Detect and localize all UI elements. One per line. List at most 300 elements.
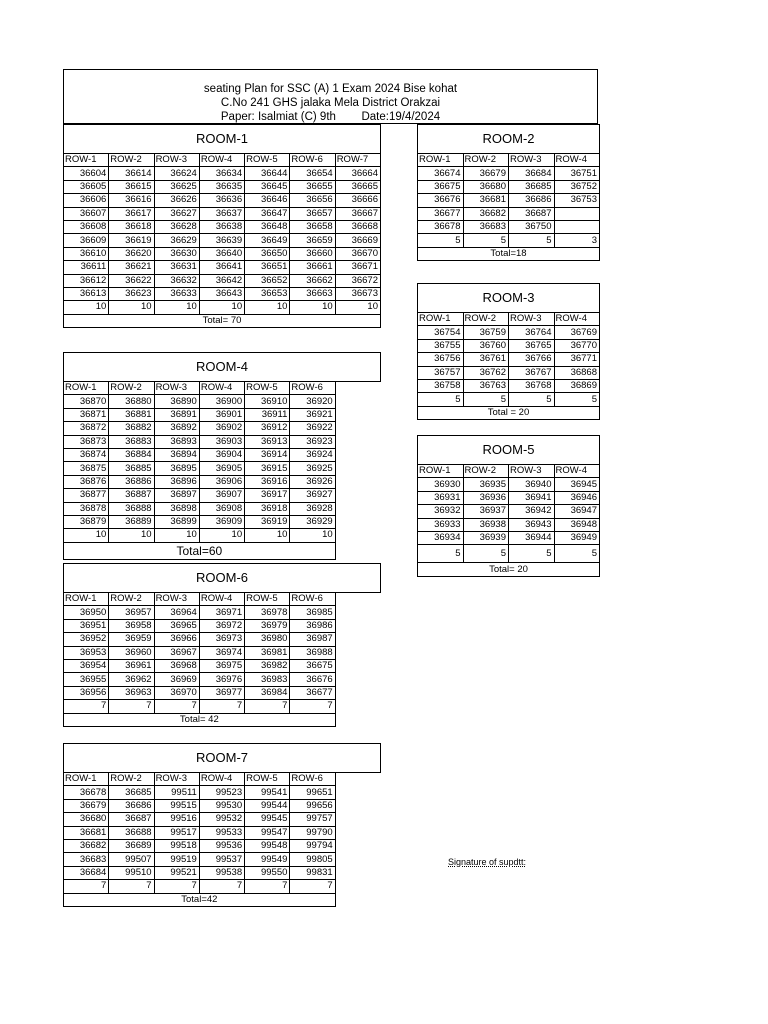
column-header: ROW-3 — [509, 313, 555, 326]
roll-number-cell: 36760 — [463, 339, 509, 352]
table-row — [64, 659, 381, 672]
roll-number-cell: 36875 — [64, 462, 109, 475]
roll-number-cell: 36641 — [199, 261, 244, 274]
roll-number-cell: 36660 — [290, 247, 335, 260]
column-header: ROW-6 — [290, 382, 335, 395]
roll-number-cell: 36679 — [64, 799, 109, 812]
room-title: ROOM-7 — [64, 744, 381, 773]
document-header — [63, 69, 598, 124]
roll-number-cell: 36688 — [109, 826, 154, 839]
count-cell: 10 — [109, 529, 154, 542]
roll-number-cell: 36920 — [290, 395, 335, 408]
roll-number-cell: 36615 — [109, 180, 154, 193]
roll-number-cell: 36986 — [290, 619, 335, 632]
count-cell: 5 — [509, 393, 555, 406]
total-row — [64, 893, 381, 906]
column-header: ROW-4 — [199, 773, 244, 786]
column-header: ROW-3 — [154, 382, 199, 395]
roll-number-cell: 99544 — [245, 799, 290, 812]
column-header: ROW-5 — [245, 382, 290, 395]
count-cell: 7 — [199, 880, 244, 893]
roll-number-cell: 36922 — [290, 422, 335, 435]
roll-number-cell: 36900 — [199, 395, 244, 408]
room-title: ROOM-5 — [418, 436, 600, 465]
roll-number-cell: 36942 — [509, 505, 555, 518]
count-cell: 5 — [418, 545, 464, 563]
roll-number-cell: 99550 — [245, 866, 290, 879]
roll-number-cell: 36888 — [109, 502, 154, 515]
table-row — [64, 167, 381, 180]
roll-number-cell: 36949 — [554, 531, 600, 544]
roll-number-cell: 36684 — [509, 167, 555, 180]
count-cell: 10 — [199, 529, 244, 542]
count-cell: 7 — [245, 700, 290, 713]
roll-number-cell: 36935 — [463, 478, 509, 491]
count-cell: 7 — [64, 700, 109, 713]
roll-number-cell: 36931 — [418, 491, 464, 504]
table-row — [64, 435, 381, 448]
roll-number-cell: 36674 — [418, 167, 464, 180]
table-row — [64, 422, 381, 435]
roll-number-cell: 36903 — [199, 435, 244, 448]
count-cell: 5 — [554, 393, 600, 406]
roll-number-cell: 36689 — [109, 839, 154, 852]
table-row — [64, 853, 381, 866]
room-title: ROOM-3 — [418, 284, 600, 313]
roll-number-cell: 36750 — [509, 220, 555, 233]
roll-number-cell: 36899 — [154, 515, 199, 528]
roll-number-cell: 36896 — [154, 475, 199, 488]
count-cell: 10 — [64, 529, 109, 542]
column-header: ROW-6 — [290, 154, 335, 167]
seating-table — [63, 124, 381, 328]
roll-number-cell: 36671 — [335, 261, 380, 274]
table-row — [418, 379, 600, 392]
count-row — [64, 529, 381, 542]
roll-number-cell: 99511 — [154, 786, 199, 799]
count-cell: 5 — [509, 545, 555, 563]
roll-number-cell: 36607 — [64, 207, 109, 220]
table-row — [64, 826, 381, 839]
roll-number-cell: 36753 — [554, 194, 600, 207]
roll-number-cell: 36609 — [64, 234, 109, 247]
roll-number-cell: 36886 — [109, 475, 154, 488]
roll-number-cell: 36675 — [290, 659, 335, 672]
roll-number-cell: 36950 — [64, 606, 109, 619]
count-cell: 7 — [109, 700, 154, 713]
seating-table — [417, 124, 600, 261]
table-row — [64, 287, 381, 300]
table-row — [418, 220, 600, 233]
roll-number-cell: 36955 — [64, 673, 109, 686]
roll-number-cell: 99521 — [154, 866, 199, 879]
roll-number-cell: 36755 — [418, 339, 464, 352]
roll-number-cell: 36901 — [199, 408, 244, 421]
roll-number-cell: 99548 — [245, 839, 290, 852]
roll-number-cell: 36952 — [64, 633, 109, 646]
roll-number-cell: 36679 — [463, 167, 509, 180]
room-total: Total=42 — [64, 893, 336, 906]
roll-number-cell: 36929 — [290, 515, 335, 528]
roll-number-cell: 99831 — [290, 866, 335, 879]
table-row — [64, 813, 381, 826]
column-header: ROW-4 — [554, 465, 600, 478]
roll-number-cell: 36665 — [335, 180, 380, 193]
roll-number-cell: 99510 — [109, 866, 154, 879]
roll-number-cell: 99507 — [109, 853, 154, 866]
count-cell: 10 — [335, 301, 380, 314]
roll-number-cell: 36759 — [463, 326, 509, 339]
roll-number-cell: 36685 — [509, 180, 555, 193]
roll-number-cell: 36983 — [245, 673, 290, 686]
roll-number-cell: 36958 — [109, 619, 154, 632]
roll-number-cell: 36982 — [245, 659, 290, 672]
roll-number-cell: 99790 — [290, 826, 335, 839]
roll-number-cell: 36907 — [199, 489, 244, 502]
roll-number-cell: 36642 — [199, 274, 244, 287]
roll-number-cell: 36887 — [109, 489, 154, 502]
roll-number-cell: 36946 — [554, 491, 600, 504]
column-header: ROW-2 — [109, 154, 154, 167]
roll-number-cell: 36756 — [418, 353, 464, 366]
roll-number-cell: 36681 — [463, 194, 509, 207]
count-cell: 7 — [154, 700, 199, 713]
roll-number-cell: 36657 — [290, 207, 335, 220]
roll-number-cell: 36969 — [154, 673, 199, 686]
roll-number-cell: 36981 — [245, 646, 290, 659]
count-cell: 7 — [64, 880, 109, 893]
table-row — [418, 180, 600, 193]
roll-number-cell: 36751 — [554, 167, 600, 180]
table-header-row — [418, 154, 600, 167]
roll-number-cell: 36654 — [290, 167, 335, 180]
seating-table — [63, 352, 381, 560]
column-header: ROW-3 — [509, 465, 555, 478]
roll-number-cell: 36618 — [109, 220, 154, 233]
roll-number-cell: 36681 — [64, 826, 109, 839]
count-cell: 3 — [554, 234, 600, 247]
roll-number-cell: 36947 — [554, 505, 600, 518]
count-cell: 5 — [463, 545, 509, 563]
roll-number-cell: 36680 — [463, 180, 509, 193]
roll-number-cell: 36959 — [109, 633, 154, 646]
roll-number-cell — [554, 220, 600, 233]
column-header: ROW-1 — [418, 465, 464, 478]
roll-number-cell: 99532 — [199, 813, 244, 826]
roll-number-cell: 99545 — [245, 813, 290, 826]
roll-number-cell: 36937 — [463, 505, 509, 518]
roll-number-cell: 36629 — [154, 234, 199, 247]
roll-number-cell: 99794 — [290, 839, 335, 852]
roll-number-cell: 36633 — [154, 287, 199, 300]
roll-number-cell: 36686 — [509, 194, 555, 207]
table-row — [418, 531, 600, 544]
roll-number-cell: 99530 — [199, 799, 244, 812]
roll-number-cell: 36883 — [109, 435, 154, 448]
room-7-table — [63, 743, 381, 907]
table-header-row — [418, 465, 600, 478]
roll-number-cell: 36968 — [154, 659, 199, 672]
roll-number-cell: 36659 — [290, 234, 335, 247]
roll-number-cell: 36682 — [463, 207, 509, 220]
roll-number-cell: 36976 — [199, 673, 244, 686]
table-row — [418, 194, 600, 207]
seating-table — [63, 563, 381, 727]
roll-number-cell: 36643 — [199, 287, 244, 300]
table-row — [64, 462, 381, 475]
seating-table — [63, 743, 381, 907]
roll-number-cell: 99651 — [290, 786, 335, 799]
roll-number-cell: 36669 — [335, 234, 380, 247]
roll-number-cell: 36624 — [154, 167, 199, 180]
roll-number-cell: 36685 — [109, 786, 154, 799]
column-header: ROW-1 — [64, 154, 109, 167]
roll-number-cell: 36632 — [154, 274, 199, 287]
roll-number-cell: 36953 — [64, 646, 109, 659]
table-row — [418, 339, 600, 352]
roll-number-cell: 36764 — [509, 326, 555, 339]
roll-number-cell: 36677 — [418, 207, 464, 220]
roll-number-cell: 36894 — [154, 448, 199, 461]
roll-number-cell: 99547 — [245, 826, 290, 839]
table-row — [64, 180, 381, 193]
room-6-table — [63, 563, 381, 727]
table-header-row — [418, 313, 600, 326]
count-cell: 10 — [199, 301, 244, 314]
roll-number-cell: 36966 — [154, 633, 199, 646]
roll-number-cell: 36649 — [245, 234, 290, 247]
roll-number-cell: 36651 — [245, 261, 290, 274]
room-total: Total= 42 — [64, 713, 336, 726]
roll-number-cell: 36917 — [245, 489, 290, 502]
roll-number-cell: 36965 — [154, 619, 199, 632]
roll-number-cell: 99549 — [245, 853, 290, 866]
column-header: ROW-2 — [109, 773, 154, 786]
table-row — [64, 786, 381, 799]
roll-number-cell: 36645 — [245, 180, 290, 193]
total-row — [418, 406, 600, 419]
roll-number-cell: 36757 — [418, 366, 464, 379]
roll-number-cell: 36652 — [245, 274, 290, 287]
roll-number-cell: 99537 — [199, 853, 244, 866]
roll-number-cell: 36668 — [335, 220, 380, 233]
header-line-1: seating Plan for SSC (A) 1 Exam 2024 Bise kohat — [203, 83, 458, 95]
total-row — [64, 314, 381, 327]
roll-number-cell: 99519 — [154, 853, 199, 866]
roll-number-cell: 36987 — [290, 633, 335, 646]
table-row — [64, 408, 381, 421]
roll-number-cell: 36677 — [290, 686, 335, 699]
roll-number-cell: 36648 — [245, 220, 290, 233]
count-row — [418, 393, 600, 406]
signature-label: Signature of supdtt: — [448, 857, 527, 867]
column-header: ROW-4 — [199, 154, 244, 167]
room-total: Total=18 — [418, 247, 600, 260]
roll-number-cell: 36973 — [199, 633, 244, 646]
roll-number-cell: 36972 — [199, 619, 244, 632]
table-row — [64, 799, 381, 812]
roll-number-cell: 36619 — [109, 234, 154, 247]
count-cell: 10 — [290, 529, 335, 542]
roll-number-cell: 36877 — [64, 489, 109, 502]
total-row — [64, 542, 381, 559]
roll-number-cell: 36767 — [509, 366, 555, 379]
column-header: ROW-5 — [245, 593, 290, 606]
room-1-table — [63, 124, 381, 328]
roll-number-cell: 36684 — [64, 866, 109, 879]
column-header: ROW-3 — [154, 773, 199, 786]
column-header: ROW-2 — [463, 465, 509, 478]
roll-number-cell: 36974 — [199, 646, 244, 659]
roll-number-cell: 36971 — [199, 606, 244, 619]
room-title: ROOM-1 — [64, 125, 381, 154]
roll-number-cell: 36868 — [554, 366, 600, 379]
roll-number-cell: 36650 — [245, 247, 290, 260]
roll-number-cell: 36916 — [245, 475, 290, 488]
roll-number-cell: 36630 — [154, 247, 199, 260]
roll-number-cell: 99515 — [154, 799, 199, 812]
column-header: ROW-1 — [64, 382, 109, 395]
roll-number-cell: 36926 — [290, 475, 335, 488]
roll-number-cell: 36892 — [154, 422, 199, 435]
roll-number-cell: 36683 — [64, 853, 109, 866]
roll-number-cell: 36670 — [335, 247, 380, 260]
column-header: ROW-3 — [509, 154, 555, 167]
column-header: ROW-5 — [245, 773, 290, 786]
roll-number-cell: 36666 — [335, 194, 380, 207]
roll-number-cell: 36910 — [245, 395, 290, 408]
roll-number-cell: 36939 — [463, 531, 509, 544]
roll-number-cell: 99533 — [199, 826, 244, 839]
table-row — [418, 505, 600, 518]
total-row — [64, 713, 381, 726]
roll-number-cell: 36613 — [64, 287, 109, 300]
count-cell: 7 — [109, 880, 154, 893]
roll-number-cell: 36631 — [154, 261, 199, 274]
roll-number-cell: 36611 — [64, 261, 109, 274]
room-total: Total= 70 — [64, 314, 381, 327]
table-header-row — [64, 773, 381, 786]
roll-number-cell: 36647 — [245, 207, 290, 220]
header-line-3: Paper: Isalmiat (C) 9th Date:19/4/2024 — [220, 111, 441, 123]
column-header: ROW-4 — [554, 313, 600, 326]
roll-number-cell: 36914 — [245, 448, 290, 461]
roll-number-cell: 36682 — [64, 839, 109, 852]
table-row — [64, 502, 381, 515]
count-cell: 7 — [290, 700, 335, 713]
room-title: ROOM-6 — [64, 564, 381, 593]
table-header-row — [64, 593, 381, 606]
roll-number-cell: 36680 — [64, 813, 109, 826]
roll-number-cell: 36906 — [199, 475, 244, 488]
table-row — [64, 633, 381, 646]
table-row — [64, 448, 381, 461]
column-header: ROW-4 — [199, 382, 244, 395]
room-title: ROOM-4 — [64, 353, 381, 382]
roll-number-cell: 36912 — [245, 422, 290, 435]
roll-number-cell: 36970 — [154, 686, 199, 699]
roll-number-cell: 36979 — [245, 619, 290, 632]
column-header: ROW-1 — [64, 773, 109, 786]
roll-number-cell: 36921 — [290, 408, 335, 421]
roll-number-cell: 36909 — [199, 515, 244, 528]
roll-number-cell: 36614 — [109, 167, 154, 180]
roll-number-cell: 99516 — [154, 813, 199, 826]
table-row — [418, 518, 600, 531]
roll-number-cell: 99541 — [245, 786, 290, 799]
table-row — [418, 326, 600, 339]
roll-number-cell: 99517 — [154, 826, 199, 839]
roll-number-cell: 36612 — [64, 274, 109, 287]
roll-number-cell: 36768 — [509, 379, 555, 392]
roll-number-cell: 36605 — [64, 180, 109, 193]
roll-number-cell: 36683 — [463, 220, 509, 233]
roll-number-cell: 36644 — [245, 167, 290, 180]
roll-number-cell: 99523 — [199, 786, 244, 799]
count-cell: 10 — [245, 301, 290, 314]
roll-number-cell: 36890 — [154, 395, 199, 408]
roll-number-cell: 36667 — [335, 207, 380, 220]
roll-number-cell: 36622 — [109, 274, 154, 287]
column-header: ROW-4 — [199, 593, 244, 606]
roll-number-cell: 36656 — [290, 194, 335, 207]
roll-number-cell: 36673 — [335, 287, 380, 300]
column-header: ROW-2 — [109, 382, 154, 395]
roll-number-cell: 36663 — [290, 287, 335, 300]
roll-number-cell: 36655 — [290, 180, 335, 193]
table-row — [64, 194, 381, 207]
column-header: ROW-3 — [154, 154, 199, 167]
roll-number-cell: 36678 — [64, 786, 109, 799]
table-row — [64, 475, 381, 488]
table-header-row — [64, 382, 381, 395]
count-cell: 5 — [418, 234, 464, 247]
roll-number-cell: 36904 — [199, 448, 244, 461]
count-cell: 10 — [290, 301, 335, 314]
roll-number-cell: 36870 — [64, 395, 109, 408]
roll-number-cell: 36623 — [109, 287, 154, 300]
roll-number-cell: 36616 — [109, 194, 154, 207]
roll-number-cell: 36948 — [554, 518, 600, 531]
roll-number-cell: 36754 — [418, 326, 464, 339]
roll-number-cell: 36653 — [245, 287, 290, 300]
count-cell: 10 — [154, 301, 199, 314]
roll-number-cell: 36893 — [154, 435, 199, 448]
total-row — [418, 563, 600, 576]
roll-number-cell: 36604 — [64, 167, 109, 180]
roll-number-cell: 36936 — [463, 491, 509, 504]
roll-number-cell: 36940 — [509, 478, 555, 491]
roll-number-cell: 36911 — [245, 408, 290, 421]
roll-number-cell: 36957 — [109, 606, 154, 619]
roll-number-cell: 36963 — [109, 686, 154, 699]
count-cell: 7 — [245, 880, 290, 893]
count-cell: 5 — [418, 393, 464, 406]
count-cell: 7 — [290, 880, 335, 893]
roll-number-cell: 99536 — [199, 839, 244, 852]
roll-number-cell: 36876 — [64, 475, 109, 488]
roll-number-cell: 36961 — [109, 659, 154, 672]
roll-number-cell: 36621 — [109, 261, 154, 274]
table-row — [64, 619, 381, 632]
roll-number-cell: 36658 — [290, 220, 335, 233]
roll-number-cell: 36637 — [199, 207, 244, 220]
roll-number-cell — [554, 207, 600, 220]
roll-number-cell: 36881 — [109, 408, 154, 421]
roll-number-cell: 36752 — [554, 180, 600, 193]
roll-number-cell: 36638 — [199, 220, 244, 233]
table-row — [64, 220, 381, 233]
